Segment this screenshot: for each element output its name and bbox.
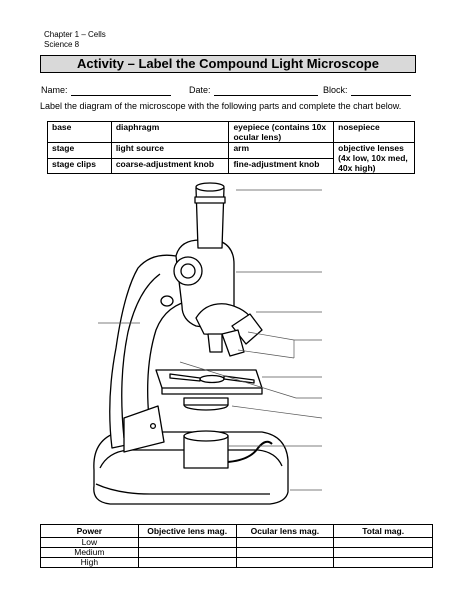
label-line bbox=[238, 350, 294, 358]
block-label: Block: bbox=[323, 85, 348, 95]
label-line bbox=[232, 406, 322, 418]
column-header: Power bbox=[41, 525, 139, 538]
parts-cell: fine-adjustment knob bbox=[229, 158, 334, 174]
magnification-table bbox=[40, 524, 433, 568]
parts-cell: eyepiece (contains 10x ocular lens) bbox=[229, 122, 334, 143]
chapter-label: Chapter 1 – Cells bbox=[44, 30, 106, 39]
parts-cell: nosepiece bbox=[334, 122, 415, 143]
column-header: Total mag. bbox=[334, 525, 433, 538]
page-title: Activity – Label the Compound Light Microscope bbox=[40, 55, 416, 73]
instructions: Label the diagram of the microscope with the following parts and complete the chart below. bbox=[40, 101, 402, 111]
answer-cell[interactable] bbox=[138, 548, 236, 558]
answer-cell[interactable] bbox=[334, 558, 433, 568]
answer-cell[interactable] bbox=[138, 538, 236, 548]
table-row bbox=[41, 548, 433, 558]
parts-cell: light source bbox=[111, 143, 229, 159]
date-label: Date: bbox=[189, 85, 211, 95]
power-cell: Medium bbox=[41, 548, 139, 558]
parts-cell: objective lenses (4x low, 10x med, 40x high) bbox=[334, 143, 415, 174]
answer-cell[interactable] bbox=[236, 538, 334, 548]
answer-cell[interactable] bbox=[236, 548, 334, 558]
course-label: Science 8 bbox=[44, 40, 80, 49]
table-row bbox=[41, 538, 433, 548]
name-label: Name: bbox=[41, 85, 68, 95]
eyepiece-collar bbox=[195, 197, 225, 203]
answer-cell[interactable] bbox=[334, 548, 433, 558]
column-header: Objective lens mag. bbox=[138, 525, 236, 538]
power-cell: Low bbox=[41, 538, 139, 548]
table-row bbox=[41, 558, 433, 568]
light-source-top bbox=[184, 431, 228, 441]
objective-lens-high bbox=[208, 334, 222, 352]
answer-cell[interactable] bbox=[236, 558, 334, 568]
parts-cell: diaphragm bbox=[111, 122, 229, 143]
answer-cell[interactable] bbox=[138, 558, 236, 568]
power-cell: High bbox=[41, 558, 139, 568]
pillar-bolt bbox=[151, 424, 156, 429]
diaphragm-ring bbox=[184, 398, 228, 405]
coarse-knob-inner bbox=[181, 264, 195, 278]
answer-cell[interactable] bbox=[334, 538, 433, 548]
fine-knob bbox=[161, 296, 173, 306]
column-header: Ocular lens mag. bbox=[236, 525, 334, 538]
eyepiece-top bbox=[196, 183, 224, 191]
stage-edge bbox=[162, 388, 262, 394]
table-header-row bbox=[41, 525, 433, 538]
parts-cell: base bbox=[48, 122, 112, 143]
parts-cell: coarse-adjustment knob bbox=[111, 158, 229, 174]
parts-cell: stage bbox=[48, 143, 112, 159]
parts-cell: arm bbox=[229, 143, 334, 159]
parts-cell: stage clips bbox=[48, 158, 112, 174]
stage-aperture bbox=[200, 376, 224, 383]
